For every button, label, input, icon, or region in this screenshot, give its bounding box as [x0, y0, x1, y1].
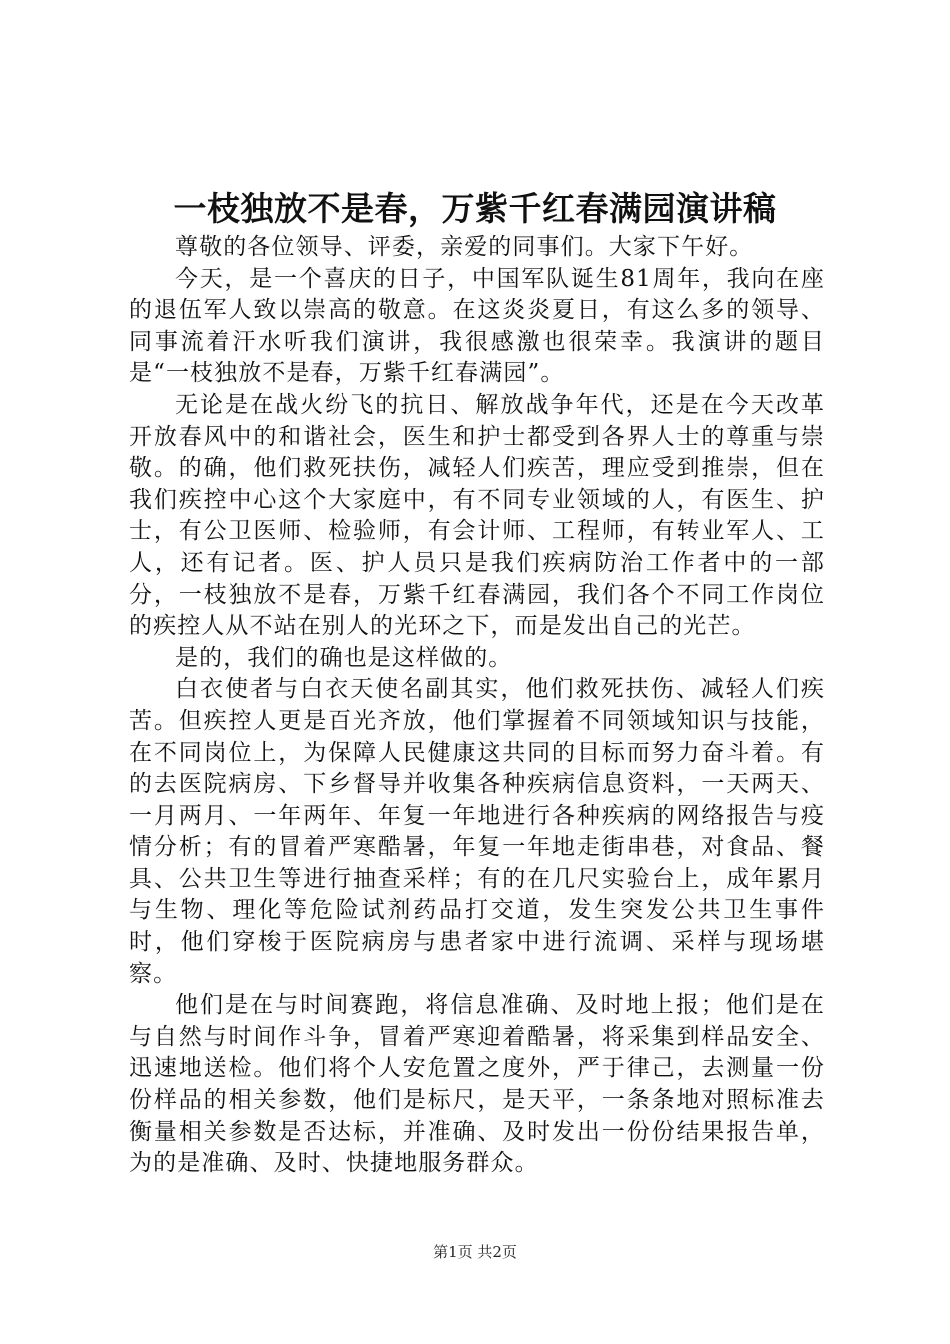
page-number-footer: 第1页 共2页 [433, 1243, 517, 1261]
paragraph-3: 无论是在战火纷飞的抗日、解放战争年代，还是在今天改革开放春风中的和谐社会，医生和护士都受到各界人士的尊重与崇敬。的确，他们救死扶伤，减轻人们疾苦，理应受到推崇，但在我们疾控中心这个大家庭中，有不同专业领域的人，有医生、护士，有公卫医师、检验师，有会计师、工程师，有转业军人、工人，还有记者。医、护人员只是我们疾病防治工作者中的一部分，一枝独放不是春，万紫千红春满园，我们各个不同工作岗位的疾控人从不站在别人的光环之下，而是发出自己的光芒。 [129, 391, 825, 640]
document-body [129, 232, 825, 1180]
paragraph-intro: 今天，是一个喜庆的日子，中国军队诞生81周年，我向在座的退伍军人致以崇高的敬意。在这炎炎夏日，有这么多的领导、同事流着汗水听我们演讲，我很感激也很荣幸。我演讲的题目是“一枝独放不是春，万紫千红春满园”。 [129, 265, 825, 387]
paragraph-6: 他们是在与时间赛跑，将信息准确、及时地上报；他们是在与自然与时间作斗争，冒着严寒迎着酷暑，将采集到样品安全、迅速地送检。他们将个人安危置之度外，严于律己，去测量一份份样品的相关参数，他们是标尺，是天平，一条条地对照标准去衡量相关参数是否达标，并准确、及时发出一份份结果报告单，为的是准确、及时、快捷地服务群众。 [129, 992, 825, 1177]
paragraph-5: 白衣使者与白衣天使名副其实，他们救死扶伤、减轻人们疾苦。但疾控人更是百光齐放，他们掌握着不同领域知识与技能，在不同岗位上，为保障人民健康这共同的目标而努力奋斗着。有的去医院病房、下乡督导并收集各种疾病信息资料，一天两天、一月两月、一年两年、年复一年地进行各种疾病的网络报告与疫情分析；有的冒着严寒酷暑，年复一年地走街串巷，对食品、餐具、公共卫生等进行抽查采样；有的在几尺实验台上，成年累月与生物、理化等危险试剂药品打交道，发生突发公共卫生事件时，他们穿梭于医院病房与患者家中进行流调、采样与现场堪察。 [129, 676, 825, 987]
paragraph-greeting: 尊敬的各位领导、评委，亲爱的同事们。大家下午好。 [175, 234, 754, 260]
paragraph-4: 是的，我们的确也是这样做的。 [175, 644, 513, 671]
document-title: 一枝独放不是春，万紫千红春满园演讲稿 [173, 189, 777, 228]
